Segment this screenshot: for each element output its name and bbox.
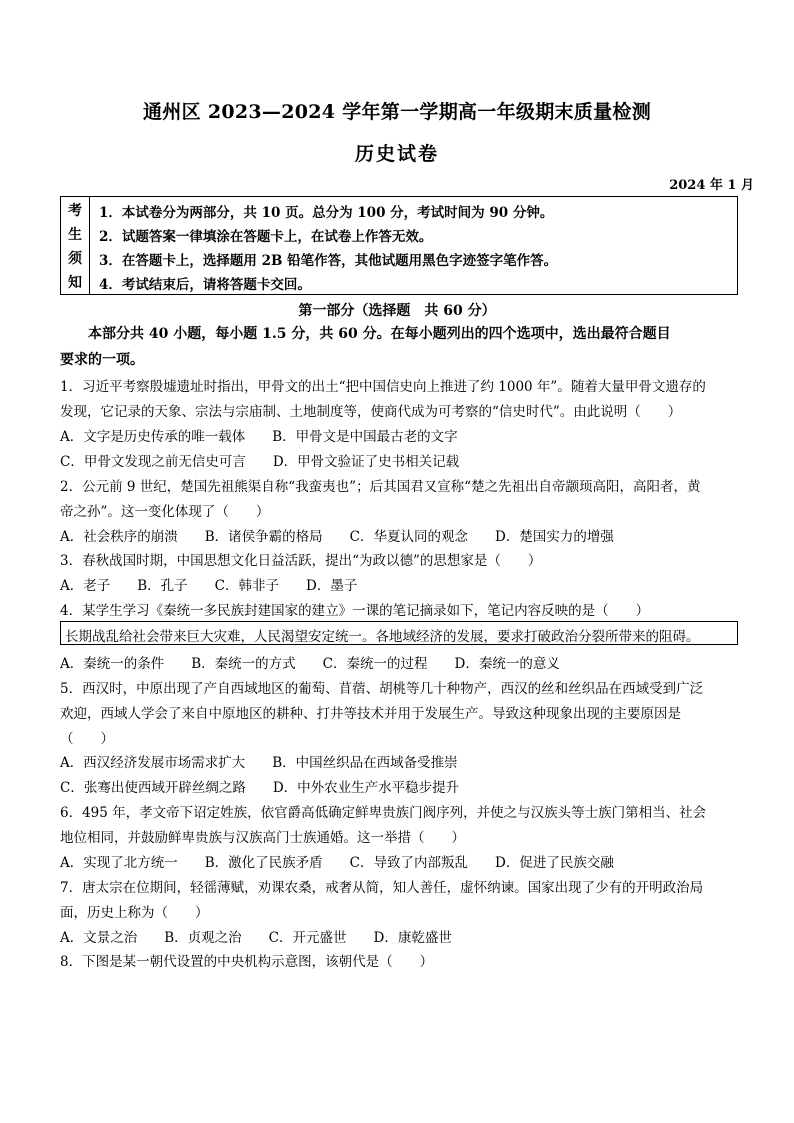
option-line: A．文字是历史传承的唯一载体 B．甲骨文是中国最古老的文字 [60, 429, 458, 445]
option-line: A．西汉经济发展市场需求扩大 B．中国丝织品在西域备受推崇 [60, 755, 458, 771]
notice-side-char: 须 [68, 251, 82, 267]
notice-item: 2．试题答案一律填涂在答题卡上，在试卷上作答无效。 [99, 229, 433, 245]
question-line: 7．唐太宗在位期间，轻徭薄赋，劝课农桑，戒奢从简，知人善任，虚怀纳谏。国家出现了少有的开明政治局 [60, 880, 704, 896]
notice-item: 4．考试结束后，请将答题卡交回。 [99, 277, 311, 293]
option-line: C．张骞出使西域开辟丝绸之路 D．中外农业生产水平稳步提升 [60, 780, 460, 796]
question-line: 欢迎，西域人学会了来自中原地区的耕种、打井等技术并用于发展生产。导致这种现象出现的主要原因是 [60, 706, 681, 722]
question-line: 帝之孙”。这一变化体现了（ ） [60, 504, 270, 520]
question-line: 6．495 年，孝文帝下诏定姓族，依官爵高低确定鲜卑贵族门阀序列，并使之与汉族头等士族门第相当、社会 [60, 805, 707, 821]
question-line: 1．习近平考察殷墟遗址时指出，甲骨文的出土“把中国信史向上推进了约 1000 年”。随着大量甲骨文遗存的 [60, 379, 706, 395]
part-heading: 第一部分（选择题 共 60 分） [298, 303, 496, 319]
notice-side-label [61, 197, 90, 294]
question-line: （ ） [60, 731, 114, 747]
question-line: 2．公元前 9 世纪，楚国先祖熊渠自称“我蛮夷也”；后其国君又宣称“楚之先祖出自帝颛顼高阳，高阳者，黄 [60, 479, 701, 495]
notice-side-char: 考 [68, 203, 82, 219]
option-line: A．实现了北方统一 B．激化了民族矛盾 C．导致了内部叛乱 D．促进了民族交融 [60, 855, 614, 871]
question-line: 4．某学生学习《秦统一多民族封建国家的建立》一课的笔记摘录如下，笔记内容反映的是（ ） [60, 603, 650, 619]
question-line: 地位相同，并鼓励鲜卑贵族与汉族高门士族通婚。这一举措（ ） [60, 830, 465, 846]
notice-item: 1．本试卷分为两部分，共 10 页。总分为 100 分，考试时间为 90 分钟。 [99, 205, 554, 221]
candidate-notice-box [60, 196, 738, 295]
notice-item: 3．在答题卡上，选择题用 2B 铅笔作答，其他试题用黑色字迹签字笔作答。 [99, 253, 558, 269]
exam-subtitle: 历史试卷 [354, 143, 439, 165]
question-line: 3．春秋战国时期，中国思想文化日益活跃，提出“为政以德”的思想家是（ ） [60, 553, 542, 569]
note-box-text: 长期战乱给社会带来巨大灾难，人民渴望安定统一。各地域经济的发展，要求打破政治分裂所带来的阻碍。 [65, 629, 700, 645]
question-line: 5．西汉时，中原出现了产自西域地区的葡萄、苜蓿、胡桃等几十种物产，西汉的丝和丝织品在西域受到广泛 [60, 681, 704, 697]
question-line: 面，历史上称为（ ） [60, 905, 209, 921]
question-line: 8．下图是某一朝代设置的中央机构示意图，该朝代是（ ） [60, 954, 434, 970]
option-line: A．老子 B．孔子 C．韩非子 D．墨子 [60, 578, 358, 594]
exam-date: 2024 年 1 月 [669, 178, 754, 193]
part-intro: 要求的一项。 [60, 352, 144, 368]
notice-side-char: 知 [68, 275, 82, 291]
notice-side-char: 生 [68, 227, 82, 243]
option-line: A．社会秩序的崩溃 B．诸侯争霸的格局 C．华夏认同的观念 D．楚国实力的增强 [60, 529, 614, 545]
option-line: C．甲骨文发现之前无信史可言 D．甲骨文验证了史书相关记载 [60, 454, 460, 470]
option-line: A．文景之治 B．贞观之治 C．开元盛世 D．康乾盛世 [60, 930, 452, 946]
note-box [60, 621, 738, 645]
question-line: 发现，它记录的天象、宗法与宗庙制、土地制度等，使商代成为可考察的“信史时代”。由此说明（ ） [60, 404, 682, 420]
part-intro: 本部分共 40 小题，每小题 1.5 分，共 60 分。在每小题列出的四个选项中，选出最符合题目 [60, 326, 671, 342]
exam-title: 通州区 2023—2024 学年第一学期高一年级期末质量检测 [143, 101, 651, 123]
option-line: A．秦统一的条件 B．秦统一的方式 C．秦统一的过程 D．秦统一的意义 [60, 656, 560, 672]
